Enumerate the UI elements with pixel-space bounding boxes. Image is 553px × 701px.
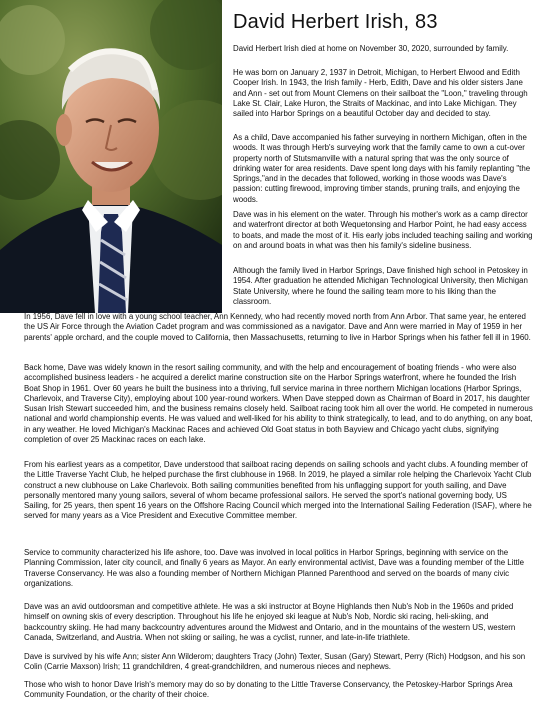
paragraph: Back home, Dave was widely known in the resort sailing community, and with the help and encouragement of boating friends - who were also accomplished business leaders - he acquired a derelict marine construction site on the Harbor Springs waterfront, where he founded the Irish Boat Shop in 1961. Over 60 years he built the business into a thriving, full service marina in three northern Michigan locations (Harbor Springs, Charlevoix, and Traverse City), employing about 100 year-round workers. When Dave stepped down as Chairman of Board in 2017, his daughter Susan Irish Stewart succeeded him, and the business remains closely held. Sailboat racing took him all over the world. He competed in numerous national and world championship events. He was valued and well-liked for his ability to think strategically, to lead, and to do anything, on any boat, in any weather. He loved Michigan's Mackinac Races and achieved Old Goat status in both Bayview and Chicago yacht clubs, signifying completion of over 25 Mackinac races on each lake.: [24, 363, 533, 445]
paragraph: He was born on January 2, 1937 in Detroit, Michigan, to Herbert Elwood and Edith Cooper Irish. In 1943, the Irish family - Herb, Edith, Dave and his older sisters Jane and Ann - set out from Mount Clemens on their sailboat the "Loon," traveling through Lake St. Clair, Lake Huron, the Straits of Mackinac, and into Lake Michigan. They sailed into Harbor Springs on a beautiful October day and decided to stay.: [233, 68, 528, 119]
paragraph: Those who wish to honor Dave Irish's memory may do so by donating to the Little Traverse Conservancy, the Petoskey-Harbor Springs Area Community Foundation, or the charity of their choice.: [24, 680, 513, 700]
paragraph: As a child, Dave accompanied his father surveying in northern Michigan, often in the woods. It was through Herb's surveying work that the family came to own a cut-over property north of Stutsmanville with a natural spring that was the only source of drinking water for area residents. Dave spent long days with his family replanting "the Springs,"and in the decades that followed, working in those woods was Dave's passion: cutting firewood, improving timber stands, pruning trails, and enjoying the woods.: [233, 133, 531, 204]
paragraph: Service to community characterized his life ashore, too. Dave was involved in local politics in Harbor Springs, beginning with service on the Planning Commission, later city council, and finally 6 years as Mayor. An early environmental activist, Dave was a founding member of the Little Traverse Conservancy. He was also a founding member of Northern Michigan Planned Parenthood and served on the boards of many civic organizations.: [24, 548, 524, 588]
paragraph: Dave was an avid outdoorsman and competitive athlete. He was a ski instructor at Boyne Highlands then Nub's Nob in the 1960s and prided himself on owning skis of every description. Throughout his life he enjoyed ski league at Nub's Nob, Nordic ski racing, heli-skiing, and backcountry skiing. He had many backcountry adventures around the Midwest and Ontario, and in the mountains of the western US, western Canada, Switzerland, and Austria. When not skiing or sailing, he was a cyclist, runner, and late-in-life triathlete.: [24, 602, 516, 642]
paragraph: From his earliest years as a competitor, Dave understood that sailboat racing depends on sailing schools and yacht clubs. A founding member of the Little Traverse Yacht Club, he helped purchase the first clubhouse in 1968. In 2019, he played a similar role helping the Charlevoix Yacht Club construct a new clubhouse on Lake Charlevoix. Both sailing communities benefited from his unflagging support for youth sailing, and Dave personally mentored many young sailors, several of whom became professional sailors. He served the sport's national governing body, US Sailing, for 25 years, then spent 16 years on the Offshore Racing Council which merged into the International Sailing Federation (ISAF), where he served for many years as a Vice President and Executive Committee member.: [24, 460, 532, 521]
paragraph: Dave is survived by his wife Ann; sister Ann Wilderom; daughters Tracy (John) Texter, Susan (Gary) Stewart, Perry (Rich) Hodgson, and his son Colin (Carrie Maxson) Irish; 11 grandchildren, 4 great-grandchildren, and numerous nieces and nephews.: [24, 652, 526, 672]
portrait-photo: [0, 0, 222, 313]
page-title: David Herbert Irish, 83: [233, 11, 438, 33]
paragraph: In 1956, Dave fell in love with a young school teacher, Ann Kennedy, who had recently moved north from Ann Arbor. That same year, he entered the US Air Force through the Aviation Cadet program and was commissioned as a navigator. Dave and Ann were married in May of 1959 in her parents' apple orchard, and the couple moved to California, then Massachusetts, returning to live in Harbor Springs when his father fell ill in 1960.: [24, 312, 531, 342]
paragraph: Dave was in his element on the water. Through his mother's work as a camp director and waterfront director at both Wequetonsing and Harbor Point, he had easy access to boats, and made the most of it. His early jobs included teaching sailing and working on and around boats in what was then his family's sideline business.: [233, 210, 533, 250]
paragraph: David Herbert Irish died at home on November 30, 2020, surrounded by family.: [233, 44, 509, 53]
paragraph: Although the family lived in Harbor Springs, Dave finished high school in Petoskey in 1954. After graduation he attended Michigan Technological University, then Michigan State University, where he found the sailing team more to his liking than the classroom.: [233, 266, 528, 306]
